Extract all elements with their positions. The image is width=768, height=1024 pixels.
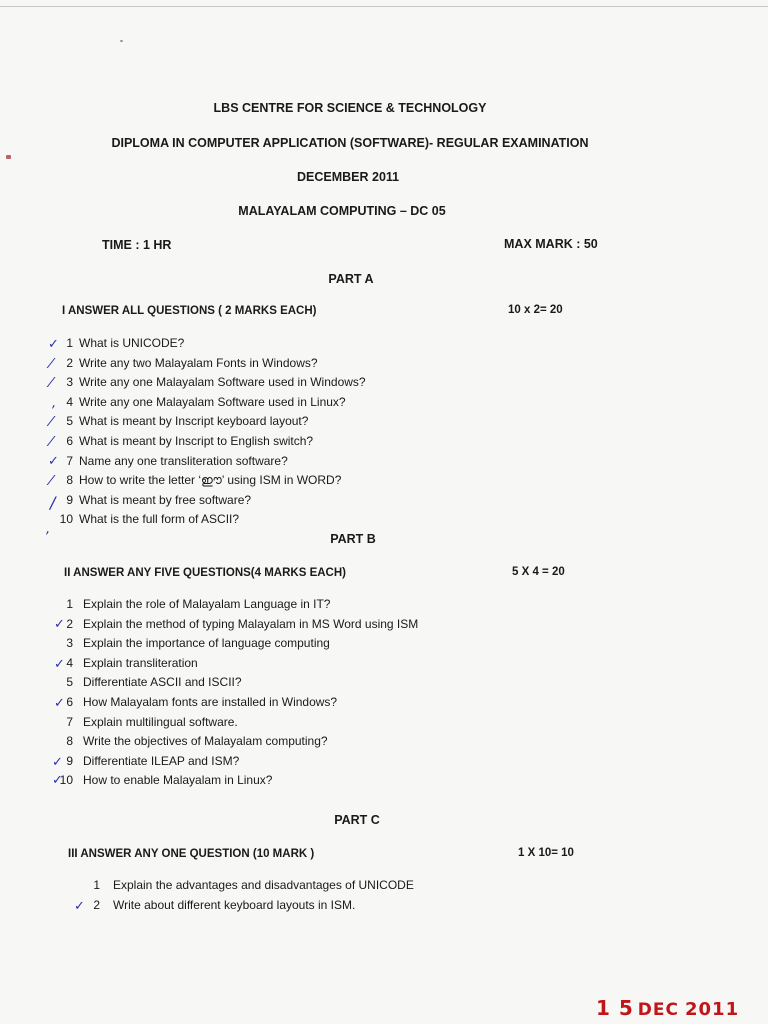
stamp-year: 2011: [685, 999, 740, 1020]
question-number: 3: [66, 636, 73, 651]
question-number: 8: [66, 734, 73, 749]
date-stamp: [596, 996, 739, 1020]
institute-name: LBS CENTRE FOR SCIENCE & TECHNOLOGY: [213, 101, 487, 115]
pen-tick-mark: ✓: [48, 337, 59, 352]
question-text: Write any two Malayalam Fonts in Windows?: [79, 355, 318, 370]
question-number: 6: [66, 695, 73, 709]
pen-tick-mark: /: [50, 493, 56, 512]
stamp-day: 1 5: [596, 996, 634, 1020]
question-number: 7: [66, 714, 73, 729]
question-text: Explain transliteration: [83, 655, 198, 670]
exam-month: DECEMBER 2011: [297, 170, 400, 184]
question-text: Explain the importance of language computing: [83, 636, 330, 651]
pen-tick-mark: ,: [46, 522, 51, 537]
part-a-instruction: I ANSWER ALL QUESTIONS ( 2 MARKS EACH): [62, 305, 317, 317]
part-c-marks: 1 X 10= 10: [518, 847, 574, 859]
question-number: 3: [66, 375, 73, 390]
part-c-instruction: III ANSWER ANY ONE QUESTION (10 MARK ): [68, 848, 315, 860]
question-number: 2: [66, 355, 73, 370]
question-text: How to enable Malayalam in Linux?: [83, 773, 273, 788]
pen-tick-mark: ✓: [54, 657, 65, 672]
pen-tick-mark: ⁄: [50, 435, 53, 450]
question-number: 10: [59, 773, 73, 788]
part-b-instruction: II ANSWER ANY FIVE QUESTIONS(4 MARKS EACH): [64, 567, 346, 579]
part-a-title: PART A: [328, 272, 374, 286]
part-a-marks: 10 x 2= 20: [508, 304, 563, 316]
scan-edge-line: [0, 6, 768, 7]
question-number: 6: [66, 434, 73, 448]
question-number: 5: [66, 675, 73, 690]
question-number: 9: [66, 753, 73, 768]
question-number: 8: [66, 473, 73, 488]
question-text: Write any one Malayalam Software used in Windows?: [79, 375, 366, 390]
question-text: What is the full form of ASCII?: [79, 512, 240, 527]
stamp-month: DEC: [637, 1000, 679, 1020]
exam-title: DIPLOMA IN COMPUTER APPLICATION (SOFTWARE)- REGULAR EXAMINATION: [111, 136, 589, 150]
part-b-title: PART B: [330, 532, 376, 546]
question-text: What is meant by Inscript to English switch?: [79, 434, 314, 448]
pen-tick-mark: ✓: [48, 454, 59, 469]
question-text: What is meant by Inscript keyboard layout?: [79, 414, 309, 429]
question-number: 1: [66, 597, 73, 611]
pen-tick-mark: ✓: [52, 755, 63, 770]
question-text: Explain the role of Malayalam Language in IT?: [83, 597, 331, 611]
paper-title: MALAYALAM COMPUTING – DC 05: [238, 204, 446, 218]
question-text: Write the objectives of Malayalam computing?: [83, 734, 328, 749]
pen-tick-mark: ⁄: [50, 376, 53, 391]
pen-tick-mark: ✓: [74, 899, 85, 914]
question-text: How Malayalam fonts are installed in Windows?: [83, 695, 338, 709]
question-text: Explain the advantages and disadvantages of UNICODE: [113, 878, 414, 892]
question-text: Name any one transliteration software?: [79, 453, 288, 468]
question-number: 2: [66, 616, 73, 631]
pen-tick-mark: ⁄: [50, 474, 53, 489]
question-text: How to write the letter ‘ഈ’ using ISM in WORD?: [79, 473, 342, 488]
pen-tick-mark: ✓: [54, 617, 65, 632]
scan-speck: [6, 155, 11, 159]
question-number: 1: [66, 336, 73, 350]
question-text: Differentiate ASCII and ISCII?: [83, 675, 242, 690]
question-text: What is meant by free software?: [79, 492, 252, 507]
question-text: Explain the method of typing Malayalam in MS Word using ISM: [83, 616, 419, 631]
pen-tick-mark: ✓: [54, 696, 65, 711]
time-label: TIME : 1 HR: [102, 238, 172, 252]
scan-speck: [120, 40, 123, 42]
question-text: Write about different keyboard layouts in ISM.: [113, 898, 356, 912]
part-c-title: PART C: [334, 813, 380, 827]
question-number: 7: [66, 453, 73, 468]
question-text: Differentiate ILEAP and ISM?: [83, 753, 240, 768]
question-number: 2: [93, 898, 100, 912]
question-text: What is UNICODE?: [79, 336, 185, 350]
question-number: 1: [93, 878, 100, 892]
question-number: 10: [59, 512, 73, 527]
part-b-marks: 5 X 4 = 20: [512, 566, 565, 578]
pen-tick-mark: ,: [52, 396, 57, 411]
question-number: 5: [66, 414, 73, 429]
question-text: Write any one Malayalam Software used in Linux?: [79, 394, 346, 409]
question-number: 4: [66, 655, 73, 670]
pen-tick-mark: ✓: [52, 773, 63, 788]
max-mark-label: MAX MARK : 50: [504, 237, 598, 251]
question-number: 9: [66, 492, 73, 507]
question-number: 4: [66, 394, 73, 409]
pen-tick-mark: ⁄: [50, 357, 53, 372]
pen-tick-mark: ⁄: [50, 415, 53, 430]
question-text: Explain multilingual software.: [83, 714, 238, 729]
